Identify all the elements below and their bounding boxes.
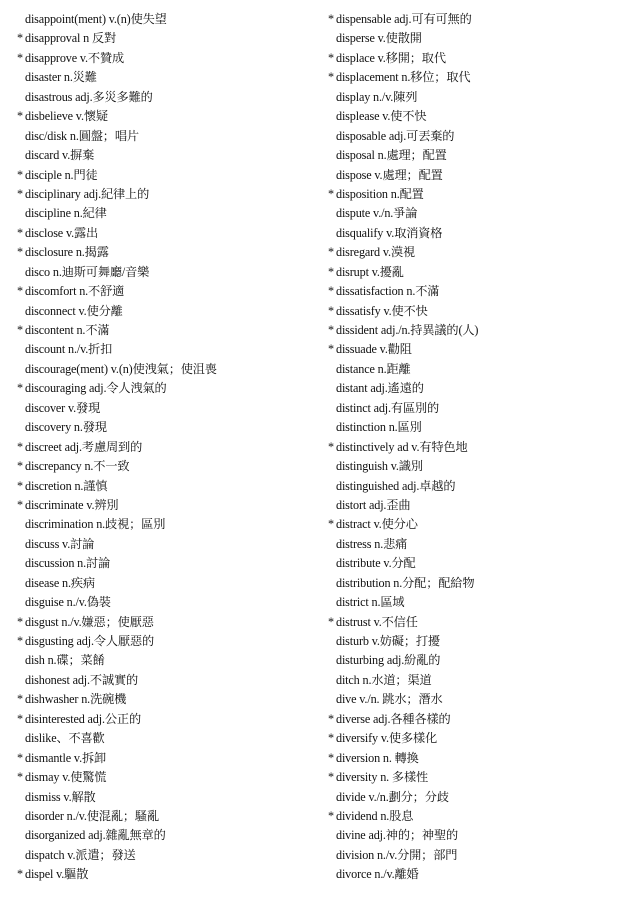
- entry-text: division n./v.分開；部門: [336, 847, 458, 862]
- vocabulary-entry: [17, 671, 317, 690]
- vocabulary-entry: [17, 554, 317, 573]
- vocabulary-entry: [17, 496, 317, 515]
- entry-text: discourage(ment) v.(n)使洩氣；使沮喪: [25, 361, 217, 376]
- vocabulary-entry: [17, 88, 317, 107]
- vocabulary-entry: [17, 632, 317, 651]
- vocabulary-entry: [17, 29, 317, 48]
- entry-text: dish n.碟；菜餚: [25, 653, 105, 668]
- entry-text: disciple n.門徒: [25, 167, 98, 182]
- entry-text: dissatisfaction n.不滿: [336, 284, 440, 299]
- entry-text: diversion n. 轉換: [336, 750, 419, 765]
- vocabulary-entry: [328, 185, 628, 204]
- vocabulary-entry: [328, 29, 628, 48]
- vocabulary-entry: [17, 107, 317, 126]
- entry-marker: *: [328, 264, 334, 279]
- vocabulary-entry: [328, 166, 628, 185]
- entry-text: divine adj.神的；神聖的: [336, 828, 459, 843]
- vocabulary-entry: [17, 340, 317, 359]
- vocabulary-entry: [328, 710, 628, 729]
- entry-text: dismantle v.拆卸: [25, 750, 107, 765]
- entry-marker: *: [328, 303, 334, 318]
- entry-text: displacement n.移位；取代: [336, 70, 471, 85]
- entry-text: ditch n.水道；渠道: [336, 672, 432, 687]
- vocabulary-entry: [17, 593, 317, 612]
- entry-text: distinctively ad v.有特色地: [336, 439, 468, 454]
- vocabulary-entry: [328, 107, 628, 126]
- entry-marker: *: [328, 731, 334, 746]
- vocabulary-entry: [328, 671, 628, 690]
- vocabulary-entry: [17, 263, 317, 282]
- vocabulary-entry: [328, 321, 628, 340]
- vocabulary-entry: [328, 204, 628, 223]
- vocabulary-entry: [17, 574, 317, 593]
- vocabulary-entry: [17, 535, 317, 554]
- vocabulary-entry: [17, 185, 317, 204]
- vocabulary-entry: [17, 418, 317, 437]
- vocabulary-entry: [328, 360, 628, 379]
- vocabulary-entry: [328, 282, 628, 301]
- entry-marker: *: [328, 186, 334, 201]
- entry-text: display n./v.陳列: [336, 89, 418, 104]
- entry-text: discrimination n.歧視；區別: [25, 517, 166, 532]
- vocabulary-entry: [328, 379, 628, 398]
- entry-text: dishonest adj.不誠實的: [25, 672, 139, 687]
- vocabulary-entry: [328, 515, 628, 534]
- vocabulary-entry: [328, 88, 628, 107]
- vocabulary-entry: [17, 68, 317, 87]
- entry-marker: *: [328, 750, 334, 765]
- vocabulary-entry: [328, 554, 628, 573]
- entry-text: disposal n.處理；配置: [336, 148, 447, 163]
- vocabulary-entry: [17, 613, 317, 632]
- entry-text: disclose v.露出: [25, 225, 99, 240]
- entry-text: discrepancy n.不一致: [25, 459, 130, 474]
- vocabulary-entry: [17, 438, 317, 457]
- entry-text: discussion n.討論: [25, 556, 111, 571]
- entry-text: discontent n.不滿: [25, 323, 110, 337]
- entry-marker: *: [17, 692, 23, 707]
- vocabulary-entry: [328, 263, 628, 282]
- entry-text: discomfort n.不舒適: [25, 284, 125, 299]
- entry-marker: *: [328, 12, 334, 26]
- entry-text: dispensable adj.可有可無的: [336, 12, 472, 26]
- entry-text: distract v.使分心: [336, 517, 418, 532]
- entry-text: disease n.疾病: [25, 575, 95, 590]
- vocabulary-entry: [17, 690, 317, 709]
- entry-text: distinct adj.有區別的: [336, 400, 440, 415]
- entry-text: disguise n./v.偽裝: [25, 595, 111, 610]
- vocabulary-entry: [328, 613, 628, 632]
- vocabulary-entry: [328, 826, 628, 845]
- entry-text: dislike、不喜歡: [25, 731, 105, 746]
- entry-text: disclosure n.揭露: [25, 245, 109, 260]
- entry-text: displace v.移開；取代: [336, 50, 446, 65]
- entry-text: disqualify v.取消資格: [336, 225, 443, 240]
- entry-text: disposable adj.可丟棄的: [336, 128, 455, 143]
- entry-text: distant adj.遙遠的: [336, 381, 424, 396]
- vocabulary-entry: [17, 224, 317, 243]
- entry-text: disperse v.使散開: [336, 31, 422, 46]
- entry-text: distribution n.分配；配給物: [336, 575, 475, 590]
- vocabulary-column-left: [17, 10, 317, 885]
- entry-text: disaster n.災難: [25, 70, 97, 85]
- vocabulary-entry: [17, 282, 317, 301]
- vocabulary-entry: [328, 574, 628, 593]
- entry-text: dispose v.處理；配置: [336, 167, 443, 182]
- vocabulary-entry: [17, 321, 317, 340]
- vocabulary-entry: [328, 399, 628, 418]
- entry-text: disposition n.配置: [336, 186, 424, 201]
- entry-marker: *: [328, 517, 334, 532]
- vocabulary-entry: [328, 418, 628, 437]
- entry-marker: *: [17, 245, 23, 260]
- entry-marker: *: [17, 323, 23, 337]
- entry-text: disapproval n 反對: [25, 31, 117, 46]
- vocabulary-entry: [328, 457, 628, 476]
- vocabulary-entry: [17, 788, 317, 807]
- entry-text: distinguish v.識別: [336, 459, 423, 474]
- entry-text: dispatch v.派遣；發送: [25, 847, 136, 862]
- entry-text: district n.區域: [336, 595, 405, 610]
- entry-text: displease v.使不快: [336, 109, 427, 124]
- entry-marker: *: [17, 497, 23, 512]
- entry-marker: *: [17, 186, 23, 201]
- vocabulary-entry: [328, 302, 628, 321]
- vocabulary-entry: [17, 710, 317, 729]
- vocabulary-entry: [328, 477, 628, 496]
- entry-marker: *: [17, 614, 23, 629]
- entry-text: dishwasher n.洗碗機: [25, 692, 127, 707]
- entry-text: disregard v.漠視: [336, 245, 416, 260]
- entry-marker: *: [17, 478, 23, 493]
- vocabulary-entry: [17, 865, 317, 884]
- entry-text: disturb v.妨礙；打擾: [336, 634, 440, 648]
- vocabulary-entry: [328, 749, 628, 768]
- vocabulary-entry: [17, 768, 317, 787]
- entry-marker: *: [17, 711, 23, 726]
- entry-text: divorce n./v.離婚: [336, 867, 419, 882]
- entry-text: disrupt v.擾亂: [336, 264, 404, 279]
- vocabulary-entry: [17, 651, 317, 670]
- vocabulary-entry: [328, 865, 628, 884]
- entry-text: discuss v.討論: [25, 536, 95, 551]
- entry-marker: *: [328, 614, 334, 629]
- vocabulary-entry: [328, 690, 628, 709]
- entry-text: disapprove v.不贊成: [25, 50, 125, 65]
- entry-text: disgust n./v.嫌惡；使厭惡: [25, 614, 154, 629]
- entry-text: dive v./n. 跳水；潛水: [336, 692, 443, 707]
- entry-marker: *: [328, 70, 334, 85]
- entry-marker: *: [328, 342, 334, 357]
- vocabulary-entry: [17, 302, 317, 321]
- entry-marker: *: [17, 31, 23, 46]
- vocabulary-entry: [17, 515, 317, 534]
- entry-marker: *: [17, 381, 23, 396]
- entry-marker: *: [328, 439, 334, 454]
- vocabulary-entry: [328, 127, 628, 146]
- entry-marker: *: [17, 770, 23, 785]
- vocabulary-entry: [328, 438, 628, 457]
- vocabulary-entry: [328, 632, 628, 651]
- vocabulary-entry: [328, 807, 628, 826]
- vocabulary-entry: [328, 768, 628, 787]
- entry-text: discretion n.謹慎: [25, 478, 108, 493]
- entry-text: disorganized adj.雜亂無章的: [25, 828, 166, 843]
- entry-marker: *: [328, 770, 334, 785]
- entry-text: discover v.發現: [25, 400, 101, 415]
- vocabulary-entry: [17, 379, 317, 398]
- entry-marker: *: [17, 225, 23, 240]
- vocabulary-entry: [328, 593, 628, 612]
- entry-marker: *: [328, 284, 334, 299]
- vocabulary-entry: [17, 807, 317, 826]
- entry-text: disappoint(ment) v.(n)使失望: [25, 12, 167, 26]
- entry-text: dividend n.股息: [336, 808, 414, 823]
- entry-marker: *: [17, 867, 23, 882]
- vocabulary-entry: [17, 399, 317, 418]
- vocabulary-entry: [328, 340, 628, 359]
- vocabulary-entry: [328, 146, 628, 165]
- vocabulary-entry: [328, 729, 628, 748]
- entry-text: distinguished adj.卓越的: [336, 478, 456, 493]
- entry-text: discouraging adj.令人洩氣的: [25, 381, 167, 396]
- entry-text: distinction n.區別: [336, 420, 422, 435]
- entry-text: divide v./n.劃分；分歧: [336, 789, 449, 804]
- vocabulary-entry: [17, 729, 317, 748]
- entry-text: disbelieve v.懷疑: [25, 109, 108, 124]
- entry-text: dismiss v.解散: [25, 789, 96, 804]
- entry-text: disinterested adj.公正的: [25, 711, 141, 726]
- entry-marker: *: [17, 439, 23, 454]
- vocabulary-entry: [328, 651, 628, 670]
- entry-marker: *: [328, 245, 334, 260]
- entry-text: distribute v.分配: [336, 556, 416, 571]
- entry-text: discriminate v.辨別: [25, 497, 119, 512]
- vocabulary-entry: [17, 146, 317, 165]
- entry-text: disturbing adj.紛亂的: [336, 653, 441, 668]
- vocabulary-entry: [17, 204, 317, 223]
- vocabulary-entry: [328, 49, 628, 68]
- entry-text: disgusting adj.令人厭惡的: [25, 634, 155, 648]
- entry-marker: *: [328, 50, 334, 65]
- vocabulary-column-right: [328, 10, 628, 885]
- vocabulary-entry: [17, 846, 317, 865]
- vocabulary-entry: [17, 127, 317, 146]
- entry-text: discard v.摒棄: [25, 148, 95, 163]
- vocabulary-entry: [17, 360, 317, 379]
- vocabulary-entry: [328, 496, 628, 515]
- vocabulary-entry: [17, 477, 317, 496]
- entry-text: disorder n./v.使混亂；騷亂: [25, 808, 159, 823]
- entry-text: distrust v.不信任: [336, 614, 418, 629]
- vocabulary-entry: [328, 243, 628, 262]
- entry-text: disciplinary adj.紀律上的: [25, 186, 150, 201]
- entry-text: disastrous adj.多災多難的: [25, 89, 153, 104]
- vocabulary-entry: [328, 788, 628, 807]
- entry-text: discipline n.紀律: [25, 206, 107, 221]
- entry-marker: *: [328, 808, 334, 823]
- entry-marker: *: [17, 750, 23, 765]
- entry-text: dissatisfy v.使不快: [336, 303, 428, 318]
- entry-text: disco n.迪斯可舞廳/音樂: [25, 264, 150, 279]
- entry-marker: *: [17, 50, 23, 65]
- entry-text: distance n.距離: [336, 361, 411, 376]
- entry-marker: *: [17, 459, 23, 474]
- vocabulary-entry: [17, 749, 317, 768]
- vocabulary-entry: [328, 846, 628, 865]
- entry-text: dispel v.驅散: [25, 867, 89, 882]
- entry-text: diverse adj.各種各樣的: [336, 711, 451, 726]
- entry-text: dissident adj./n.持異議的(人): [336, 323, 479, 337]
- vocabulary-entry: [17, 166, 317, 185]
- vocabulary-entry: [17, 49, 317, 68]
- vocabulary-entry: [328, 68, 628, 87]
- entry-marker: *: [17, 167, 23, 182]
- entry-text: dispute v./n.爭論: [336, 206, 418, 221]
- entry-marker: *: [328, 711, 334, 726]
- vocabulary-entry: [328, 535, 628, 554]
- vocabulary-entry: [17, 10, 317, 29]
- vocabulary-entry: [17, 243, 317, 262]
- entry-text: discovery n.發現: [25, 420, 107, 435]
- entry-text: discount n./v.折扣: [25, 342, 113, 357]
- entry-marker: *: [328, 323, 334, 337]
- entry-text: dissuade v.勸阻: [336, 342, 412, 357]
- entry-text: diversify v.使多樣化: [336, 731, 438, 746]
- entry-text: discreet adj.考慮周到的: [25, 439, 143, 454]
- entry-text: dismay v.使驚慌: [25, 770, 107, 785]
- vocabulary-entry: [17, 457, 317, 476]
- entry-marker: *: [17, 284, 23, 299]
- vocabulary-entry: [328, 10, 628, 29]
- entry-text: distort adj.歪曲: [336, 497, 411, 512]
- entry-text: distress n.悲痛: [336, 536, 408, 551]
- entry-text: disconnect v.使分離: [25, 303, 123, 318]
- vocabulary-entry: [17, 826, 317, 845]
- entry-text: disc/disk n.圓盤；唱片: [25, 128, 139, 143]
- entry-marker: *: [17, 109, 23, 124]
- vocabulary-entry: [328, 224, 628, 243]
- entry-text: diversity n. 多樣性: [336, 770, 429, 785]
- entry-marker: *: [17, 634, 23, 648]
